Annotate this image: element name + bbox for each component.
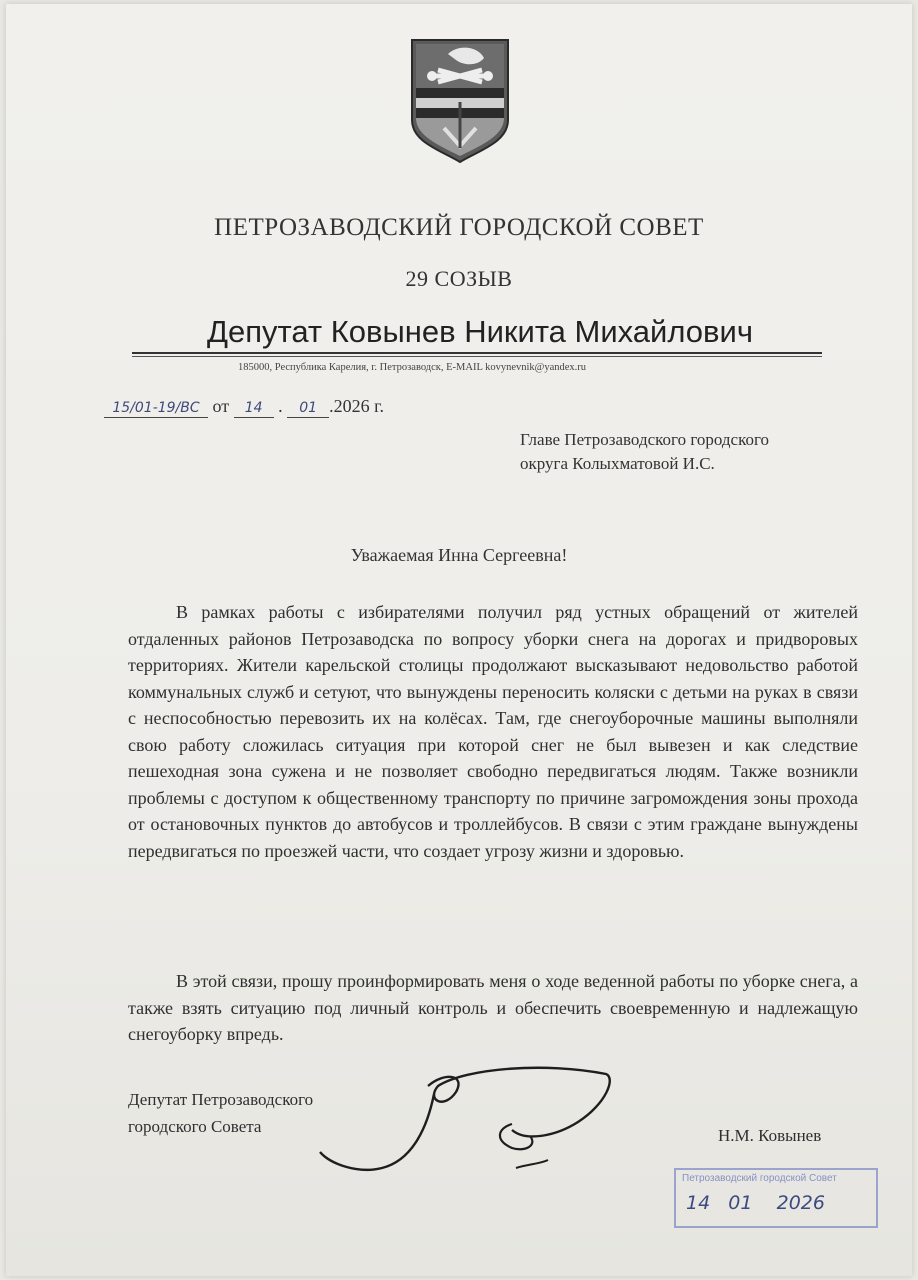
header-divider-thin	[132, 356, 822, 357]
body-paragraph-1: В рамках работы с избирателями получил ряд устных обращений от жителей отдаленных районов Петрозаводска по вопросу уборки снега на дорогах и придворовых территориях. Жители карельской столицы продолжают высказывают недовольство работой коммунальных служб и сетуют, что вынуждены переносить коляски с детьми на руках в связи с неспособностью перевозить их на колёсах. Там, где снегоуборочные машины выполняли свою работу сложилась ситуация при которой снег не был вывезен и как следствие пешеходная зона сужена и не позволяет свободно передвигаться людям. Также возникли проблемы с доступом к общественному транспорту по причине загромождения зоны прохода от остановочных пунктов до автобусов и троллейбусов. В связи с этим граждане вынуждены передвигаться по проезжей части, что создает угрозу жизни и здоровью.	[128, 602, 858, 861]
outgoing-number: 15/01-19/ВС	[104, 399, 208, 418]
signatory-title-line-1: Депутат Петрозаводского	[128, 1090, 314, 1109]
signatory-title-line-2: городского Совета	[128, 1117, 262, 1136]
registration-stamp	[674, 1168, 878, 1228]
contact-address: 185000, Республика Карелия, г. Петрозаводск, E-MAIL kovynevnik@yandex.ru	[238, 362, 587, 373]
from-label: от	[212, 396, 230, 416]
signatory-title	[128, 1086, 313, 1140]
deputy-name: Депутат Ковынев Никита Михайлович	[207, 314, 753, 349]
signatory-name: Н.М. Ковынев	[718, 1126, 822, 1145]
date-month: 01	[287, 399, 329, 418]
coat-of-arms-icon	[408, 36, 512, 164]
addressee-block	[520, 428, 769, 476]
date-day: 14	[234, 399, 274, 418]
convocation: 29 СОЗЫВ	[405, 266, 513, 291]
addressee-line-1: Главе Петрозаводского городского	[520, 430, 770, 449]
header-divider	[132, 352, 822, 354]
stamp-text: Петрозаводский городской Совет	[682, 1173, 837, 1184]
greeting: Уважаемая Инна Сергеевна!	[350, 545, 568, 565]
stamp-date: 14 01 2026	[686, 1192, 825, 1214]
body-paragraph-2: В этой связи, прошу проинформировать меня о ходе веденной работы по уборке снега, а также взять ситуацию под личный контроль и обеспечить своевременную и надлежащую снегоуборку впредь.	[128, 971, 858, 1044]
handwritten-signature	[316, 1064, 626, 1184]
addressee-line-2: округа Колыхматовой И.С.	[520, 454, 715, 473]
reference-line: 15/01-19/ВС от 14 . 01 .2026 г.	[104, 396, 384, 418]
date-year: .2026 г.	[329, 396, 384, 416]
council-name: ПЕТРОЗАВОДСКИЙ ГОРОДСКОЙ СОВЕТ	[214, 214, 704, 241]
